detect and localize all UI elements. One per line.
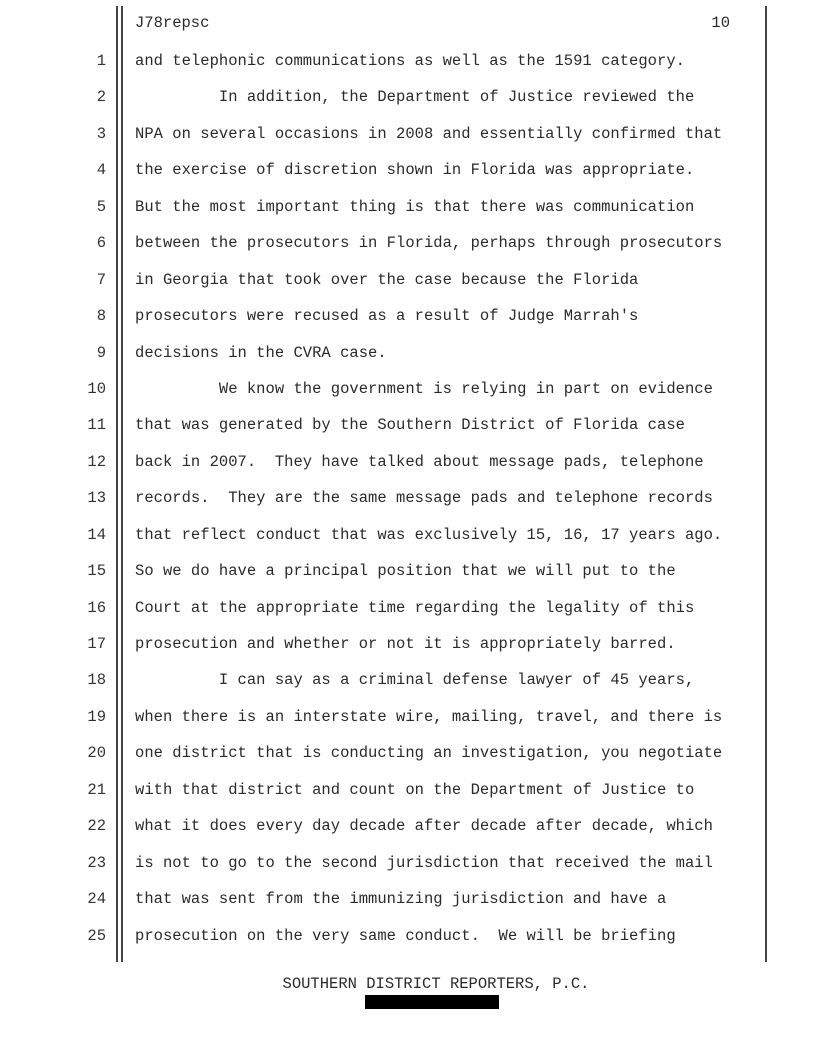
transcript-line: [0, 781, 816, 817]
line-number: 5: [96, 197, 106, 216]
transcript-line: [0, 307, 816, 343]
transcript-lines: [0, 52, 816, 963]
case-id: J78repsc: [135, 14, 210, 32]
line-number: 6: [96, 234, 106, 253]
transcript-line: [0, 708, 816, 744]
transcript-line: [0, 88, 816, 124]
line-text: in Georgia that took over the case because the Florida: [135, 270, 639, 289]
line-text: decisions in the CVRA case.: [135, 343, 387, 362]
line-text: back in 2007. They have talked about message pads, telephone: [135, 452, 704, 471]
transcript-line: [0, 198, 816, 234]
line-text: Court at the appropriate time regarding the legality of this: [135, 598, 695, 617]
transcript-line: [0, 854, 816, 890]
line-text: with that district and count on the Department of Justice to: [135, 780, 695, 799]
line-number: 9: [96, 343, 106, 362]
transcript-line: [0, 671, 816, 707]
redaction-bar: [365, 995, 499, 1009]
line-text: that was generated by the Southern District of Florida case: [135, 416, 685, 435]
line-text: NPA on several occasions in 2008 and essentially confirmed that: [135, 124, 723, 143]
transcript-line: [0, 344, 816, 380]
line-number: 18: [87, 671, 106, 690]
line-number: 17: [87, 635, 106, 653]
line-number: 1: [96, 52, 106, 70]
line-number: 7: [96, 270, 106, 289]
line-text: and telephonic communications as well as the 1591 category.: [135, 52, 685, 70]
line-text: But the most important thing is that there was communication: [135, 197, 695, 216]
line-number: 23: [87, 853, 106, 872]
line-number: 3: [96, 124, 106, 143]
line-number: 2: [96, 88, 106, 107]
line-number: 13: [87, 489, 106, 508]
transcript-line: [0, 562, 816, 598]
line-text: prosecutors were recused as a result of Judge Marrah's: [135, 307, 639, 326]
transcript-line: [0, 744, 816, 780]
line-number: 22: [87, 817, 106, 836]
line-text: We know the government is relying in part on evidence: [135, 379, 713, 398]
line-number: 19: [87, 707, 106, 726]
page-number: 10: [711, 14, 730, 32]
line-text: is not to go to the second jurisdiction that received the mail: [135, 853, 713, 872]
transcript-line: [0, 817, 816, 853]
line-number: 21: [87, 780, 106, 799]
reporter-footer: SOUTHERN DISTRICT REPORTERS, P.C.: [282, 975, 590, 993]
transcript-line: [0, 271, 816, 307]
transcript-line: [0, 599, 816, 635]
transcript-line: [0, 927, 816, 963]
transcript-line: [0, 489, 816, 525]
line-text: when there is an interstate wire, mailing, travel, and there is: [135, 707, 723, 726]
line-text: So we do have a principal position that we will put to the: [135, 562, 676, 581]
transcript-line: [0, 416, 816, 452]
line-number: 16: [87, 598, 106, 617]
transcript-line: [0, 453, 816, 489]
transcript-line: [0, 52, 816, 88]
line-text: what it does every day decade after decade after decade, which: [135, 817, 713, 836]
line-text: between the prosecutors in Florida, perhaps through prosecutors: [135, 234, 723, 253]
transcript-line: [0, 161, 816, 197]
line-text: that was sent from the immunizing jurisdiction and have a: [135, 890, 667, 909]
line-text: that reflect conduct that was exclusively 15, 16, 17 years ago.: [135, 525, 723, 544]
line-number: 10: [87, 379, 106, 398]
line-number: 4: [96, 161, 106, 180]
line-number: 24: [87, 890, 106, 909]
line-number: 14: [87, 525, 106, 544]
transcript-line: [0, 125, 816, 161]
line-text: prosecution and whether or not it is appropriately barred.: [135, 635, 676, 653]
transcript-line: [0, 635, 816, 671]
transcript-line: [0, 234, 816, 270]
line-text: the exercise of discretion shown in Florida was appropriate.: [135, 161, 695, 180]
transcript-line: [0, 380, 816, 416]
line-text: one district that is conducting an investigation, you negotiate: [135, 744, 723, 763]
line-number: 8: [96, 307, 106, 326]
line-number: 25: [87, 926, 106, 945]
transcript-line: [0, 526, 816, 562]
line-number: 15: [87, 562, 106, 581]
line-number: 11: [87, 416, 106, 435]
line-number: 12: [87, 452, 106, 471]
line-text: I can say as a criminal defense lawyer of 45 years,: [135, 671, 695, 690]
line-text: records. They are the same message pads and telephone records: [135, 489, 713, 508]
line-text: prosecution on the very same conduct. We will be briefing: [135, 926, 676, 945]
line-number: 20: [87, 744, 106, 763]
line-text: In addition, the Department of Justice reviewed the: [135, 88, 695, 107]
transcript-line: [0, 890, 816, 926]
